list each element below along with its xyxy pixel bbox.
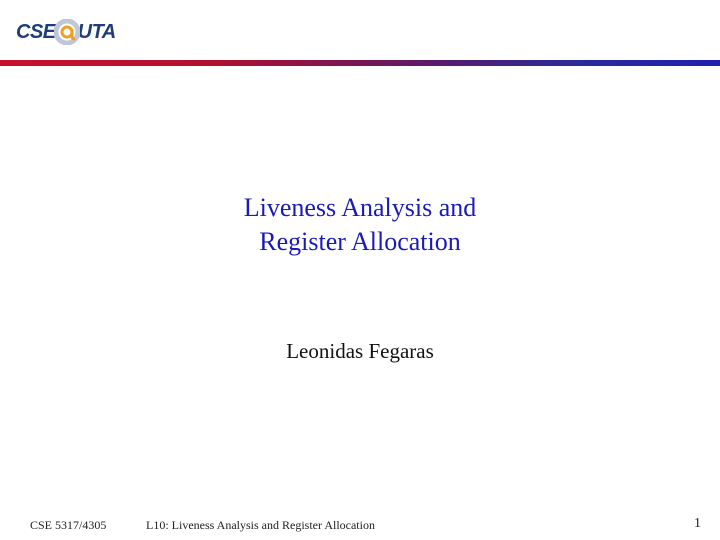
slide-title-line-1: Liveness Analysis and: [243, 193, 477, 222]
at-sign-icon: [54, 19, 80, 45]
slide-title-line-2: Register Allocation: [259, 227, 461, 256]
author-name: Leonidas Fegaras: [286, 339, 434, 363]
logo-cse-text: CSE: [16, 20, 56, 43]
footer-course: CSE 5317/4305: [30, 518, 107, 532]
cse-uta-logo: [16, 18, 116, 46]
header-rule: [0, 60, 720, 66]
logo-uta-text: UTA: [77, 20, 116, 43]
page-number: 1: [694, 516, 701, 531]
footer-lecture-title: L10: Liveness Analysis and Register Allocation: [146, 518, 375, 532]
